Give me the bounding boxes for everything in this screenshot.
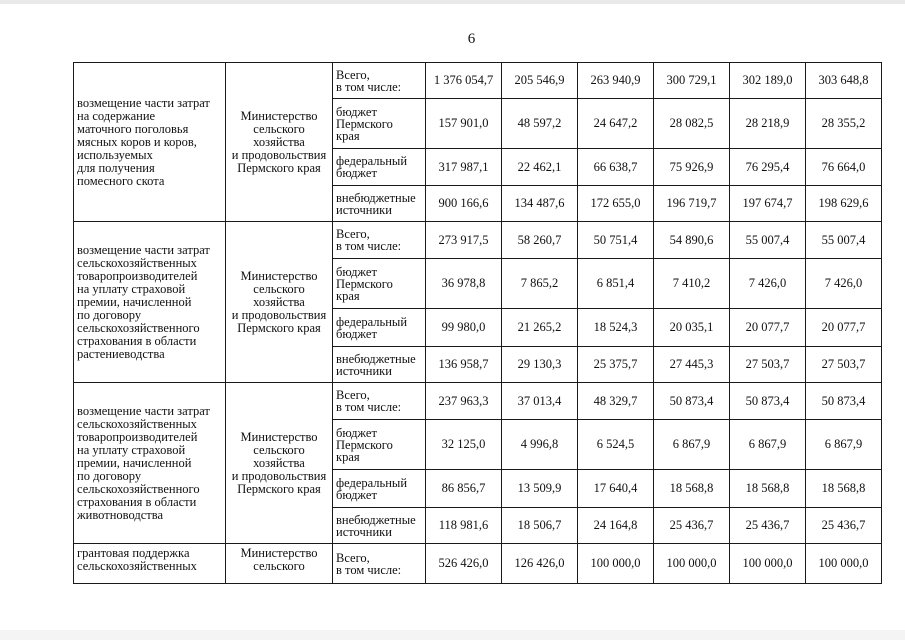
amount-cell: 18 506,7 bbox=[502, 508, 578, 544]
amount-cell: 157 901,0 bbox=[426, 99, 502, 149]
amount-cell: 28 355,2 bbox=[806, 99, 882, 149]
amount-cell: 76 664,0 bbox=[806, 149, 882, 186]
amount-cell: 27 503,7 bbox=[806, 347, 882, 383]
funding-source: Всего, в том числе: bbox=[336, 67, 402, 94]
funding-source-cell bbox=[333, 508, 426, 544]
amount-cell: 317 987,1 bbox=[426, 149, 502, 186]
amount-cell: 300 729,1 bbox=[654, 63, 730, 99]
responsible-organization: Министерство сельского хозяйства и продовольствия Пермского края bbox=[231, 429, 327, 496]
amount-cell: 76 295,4 bbox=[730, 149, 806, 186]
amount-cell: 172 655,0 bbox=[578, 186, 654, 222]
amount-cell: 20 077,7 bbox=[730, 309, 806, 347]
amount-cell: 100 000,0 bbox=[578, 544, 654, 584]
amount-cell: 900 166,6 bbox=[426, 186, 502, 222]
funding-source: Всего, в том числе: bbox=[336, 550, 402, 577]
amount-cell: 28 218,9 bbox=[730, 99, 806, 149]
amount-cell: 134 487,6 bbox=[502, 186, 578, 222]
amount-cell: 58 260,7 bbox=[502, 222, 578, 259]
amount-cell: 100 000,0 bbox=[806, 544, 882, 584]
amount-cell: 32 125,0 bbox=[426, 420, 502, 470]
table-row bbox=[74, 544, 882, 584]
amount-cell: 18 568,8 bbox=[730, 470, 806, 508]
amount-cell: 118 981,6 bbox=[426, 508, 502, 544]
measure-description: возмещение части затрат на содержание маточного поголовья мясных коров и коров, используемых для получения помесного скота bbox=[77, 95, 210, 188]
table-row bbox=[74, 63, 882, 99]
amount-cell: 6 524,5 bbox=[578, 420, 654, 470]
funding-source: федеральный бюджет bbox=[336, 154, 408, 180]
amount-cell: 13 509,9 bbox=[502, 470, 578, 508]
amount-cell: 18 524,3 bbox=[578, 309, 654, 347]
funding-source-cell bbox=[333, 259, 426, 309]
funding-source-cell bbox=[333, 149, 426, 186]
funding-source: бюджет Пермского края bbox=[336, 264, 393, 303]
responsible-organization: Министерство сельского bbox=[240, 546, 318, 573]
amount-cell: 136 958,7 bbox=[426, 347, 502, 383]
funding-source-cell bbox=[333, 186, 426, 222]
amount-cell: 27 445,3 bbox=[654, 347, 730, 383]
measure-description-cell bbox=[74, 383, 226, 544]
amount-cell: 7 865,2 bbox=[502, 259, 578, 309]
responsible-organization-cell bbox=[226, 222, 333, 383]
amount-cell: 48 329,7 bbox=[578, 383, 654, 420]
amount-cell: 6 867,9 bbox=[654, 420, 730, 470]
amount-cell: 20 035,1 bbox=[654, 309, 730, 347]
funding-source: бюджет Пермского края bbox=[336, 104, 393, 143]
amount-cell: 18 568,8 bbox=[806, 470, 882, 508]
amount-cell: 48 597,2 bbox=[502, 99, 578, 149]
funding-source-cell bbox=[333, 544, 426, 584]
amount-cell: 75 926,9 bbox=[654, 149, 730, 186]
funding-source-cell bbox=[333, 347, 426, 383]
funding-source: Всего, в том числе: bbox=[336, 388, 402, 414]
amount-cell: 99 980,0 bbox=[426, 309, 502, 347]
amount-cell: 6 851,4 bbox=[578, 259, 654, 309]
measure-description: грантовая поддержка сельскохозяйственных bbox=[77, 546, 197, 573]
table-row bbox=[74, 383, 882, 420]
amount-cell: 25 436,7 bbox=[806, 508, 882, 544]
amount-cell: 25 375,7 bbox=[578, 347, 654, 383]
amount-cell: 50 751,4 bbox=[578, 222, 654, 259]
amount-cell: 196 719,7 bbox=[654, 186, 730, 222]
amount-cell: 54 890,6 bbox=[654, 222, 730, 259]
amount-cell: 25 436,7 bbox=[654, 508, 730, 544]
amount-cell: 6 867,9 bbox=[806, 420, 882, 470]
amount-cell: 100 000,0 bbox=[730, 544, 806, 584]
amount-cell: 55 007,4 bbox=[730, 222, 806, 259]
amount-cell: 20 077,7 bbox=[806, 309, 882, 347]
funding-source-cell bbox=[333, 383, 426, 420]
amount-cell: 7 426,0 bbox=[806, 259, 882, 309]
funding-source: внебюджетные источники bbox=[336, 351, 416, 378]
amount-cell: 29 130,3 bbox=[502, 347, 578, 383]
scan-top-edge bbox=[0, 0, 905, 4]
funding-source-cell bbox=[333, 420, 426, 470]
amount-cell: 303 648,8 bbox=[806, 63, 882, 99]
amount-cell: 17 640,4 bbox=[578, 470, 654, 508]
amount-cell: 66 638,7 bbox=[578, 149, 654, 186]
responsible-organization-cell bbox=[226, 383, 333, 544]
funding-source-cell bbox=[333, 470, 426, 508]
responsible-organization: Министерство сельского хозяйства и продовольствия Пермского края bbox=[231, 268, 327, 335]
amount-cell: 197 674,7 bbox=[730, 186, 806, 222]
funding-source: внебюджетные источники bbox=[336, 512, 416, 539]
responsible-organization-cell bbox=[226, 63, 333, 222]
amount-cell: 7 410,2 bbox=[654, 259, 730, 309]
amount-cell: 25 436,7 bbox=[730, 508, 806, 544]
amount-cell: 50 873,4 bbox=[730, 383, 806, 420]
amount-cell: 36 978,8 bbox=[426, 259, 502, 309]
amount-cell: 263 940,9 bbox=[578, 63, 654, 99]
funding-source: федеральный бюджет bbox=[336, 475, 408, 502]
amount-cell: 237 963,3 bbox=[426, 383, 502, 420]
amount-cell: 50 873,4 bbox=[806, 383, 882, 420]
table-row bbox=[74, 222, 882, 259]
amount-cell: 37 013,4 bbox=[502, 383, 578, 420]
amount-cell: 526 426,0 bbox=[426, 544, 502, 584]
amount-cell: 24 164,8 bbox=[578, 508, 654, 544]
measure-description: возмещение части затрат сельскохозяйственных товаропроизводителей на уплату страховой премии, начисленной по договору сельскохозяйственного страхования в области растениеводства bbox=[77, 242, 210, 361]
amount-cell: 273 917,5 bbox=[426, 222, 502, 259]
amount-cell: 28 082,5 bbox=[654, 99, 730, 149]
measure-description: возмещение части затрат сельскохозяйственных товаропроизводителей на уплату страховой премии, начисленной по договору сельскохозяйственного страхования в области животноводства bbox=[77, 403, 210, 522]
funding-source-cell bbox=[333, 99, 426, 149]
measure-description-cell bbox=[74, 544, 226, 584]
funding-source-cell bbox=[333, 309, 426, 347]
amount-cell: 27 503,7 bbox=[730, 347, 806, 383]
amount-cell: 6 867,9 bbox=[730, 420, 806, 470]
amount-cell: 18 568,8 bbox=[654, 470, 730, 508]
amount-cell: 205 546,9 bbox=[502, 63, 578, 99]
measure-description-cell bbox=[74, 63, 226, 222]
budget-table bbox=[73, 62, 882, 584]
amount-cell: 21 265,2 bbox=[502, 309, 578, 347]
amount-cell: 24 647,2 bbox=[578, 99, 654, 149]
amount-cell: 50 873,4 bbox=[654, 383, 730, 420]
measure-description-cell bbox=[74, 222, 226, 383]
responsible-organization-cell bbox=[226, 544, 333, 584]
amount-cell: 198 629,6 bbox=[806, 186, 882, 222]
page-number: 6 bbox=[467, 31, 476, 47]
amount-cell: 55 007,4 bbox=[806, 222, 882, 259]
amount-cell: 1 376 054,7 bbox=[426, 63, 502, 99]
responsible-organization: Министерство сельского хозяйства и продовольствия Пермского края bbox=[231, 108, 327, 175]
funding-source: бюджет Пермского края bbox=[336, 425, 393, 464]
budget-table-body bbox=[74, 63, 882, 584]
funding-source-cell bbox=[333, 63, 426, 99]
funding-source-cell bbox=[333, 222, 426, 259]
funding-source: внебюджетные источники bbox=[336, 190, 416, 217]
scan-bottom-edge bbox=[0, 630, 905, 640]
amount-cell: 100 000,0 bbox=[654, 544, 730, 584]
amount-cell: 86 856,7 bbox=[426, 470, 502, 508]
amount-cell: 302 189,0 bbox=[730, 63, 806, 99]
amount-cell: 4 996,8 bbox=[502, 420, 578, 470]
funding-source: Всего, в том числе: bbox=[336, 227, 402, 253]
amount-cell: 7 426,0 bbox=[730, 259, 806, 309]
funding-source: федеральный бюджет bbox=[336, 314, 408, 341]
amount-cell: 22 462,1 bbox=[502, 149, 578, 186]
amount-cell: 126 426,0 bbox=[502, 544, 578, 584]
